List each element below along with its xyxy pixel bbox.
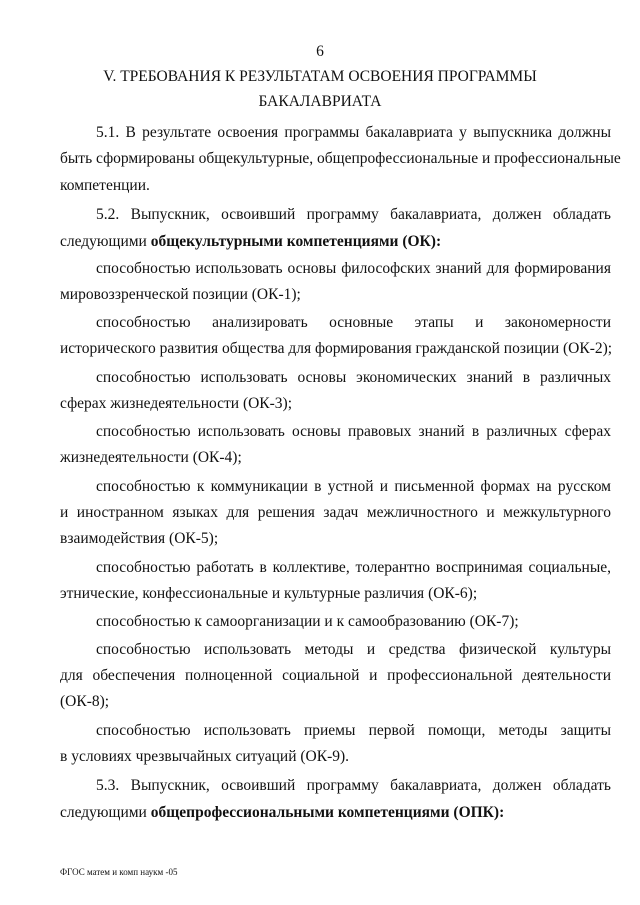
ok4-line1: способностью использовать основы правовых знаний в различных сферах <box>96 423 611 440</box>
paragraph-5-2-line1: 5.2. Выпускник, освоивший программу бакалавриата, должен обладать <box>96 206 611 223</box>
ok1-line1: способностью использовать основы философских знаний для формирования <box>96 260 611 277</box>
paragraph-5-2-line2 <box>60 232 441 252</box>
paragraph-5-3-line1: 5.3. Выпускник, освоивший программу бакалавриата, должен обладать <box>96 777 611 794</box>
ok3-line1: способностью использовать основы экономических знаний в различных <box>96 369 611 386</box>
ok2-line1: способностью анализировать основные этапы и закономерности <box>96 314 611 331</box>
page-number: 6 <box>316 43 324 60</box>
ok5-line3: взаимодействия (ОК-5); <box>60 530 219 547</box>
ok3-line2: сферах жизнедеятельности (ОК-3); <box>60 395 293 412</box>
ok-competencies-label: общекультурными компетенциями (ОК): <box>150 233 442 250</box>
ok9-line1: способностью использовать приемы первой помощи, методы защиты <box>96 722 611 739</box>
ok9-line2: в условиях чрезвычайных ситуаций (ОК-9). <box>60 748 350 765</box>
ok7-line1: способностью к самоорганизации и к самообразованию (ОК-7); <box>96 613 519 630</box>
paragraph-5-2-prefix: следующими <box>60 233 151 250</box>
ok8-line2: для обеспечения полноценной социальной и профессиональной деятельности <box>60 667 611 684</box>
paragraph-5-3-prefix: следующими <box>60 804 151 821</box>
section-heading-line1: V. ТРЕБОВАНИЯ К РЕЗУЛЬТАТАМ ОСВОЕНИЯ ПРОГРАММЫ <box>103 68 537 85</box>
ok6-line1: способностью работать в коллективе, толерантно воспринимая социальные, <box>96 559 611 576</box>
ok1-line2: мировоззренческой позиции (ОК-1); <box>60 286 301 303</box>
paragraph-5-1-line3: компетенции. <box>60 177 150 194</box>
ok5-line1: способностью к коммуникации в устной и письменной формах на русском <box>96 478 611 495</box>
ok5-line2: и иностранном языках для решения задач межличностного и межкультурного <box>60 504 611 521</box>
ok6-line2: этнические, конфессиональные и культурные различия (ОК-6); <box>60 585 478 602</box>
paragraph-5-1-line2: быть сформированы общекультурные, общепрофессиональные и профессиональные <box>60 150 621 167</box>
ok8-line1: способностью использовать методы и средства физической культуры <box>96 641 611 658</box>
ok8-line3: (ОК-8); <box>60 693 110 710</box>
ok4-line2: жизнедеятельности (ОК-4); <box>60 449 242 466</box>
opk-competencies-label: общепрофессиональными компетенциями (ОПК): <box>150 804 505 821</box>
paragraph-5-3-line2 <box>60 803 504 823</box>
paragraph-5-1-line1: 5.1. В результате освоения программы бакалавриата у выпускника должны <box>96 124 611 141</box>
section-heading-line2: БАКАЛАВРИАТА <box>258 93 382 110</box>
footer-note: ФГОС матем и комп наукм -05 <box>60 867 178 877</box>
ok2-line2: исторического развития общества для формирования гражданской позиции (ОК-2); <box>60 340 613 357</box>
